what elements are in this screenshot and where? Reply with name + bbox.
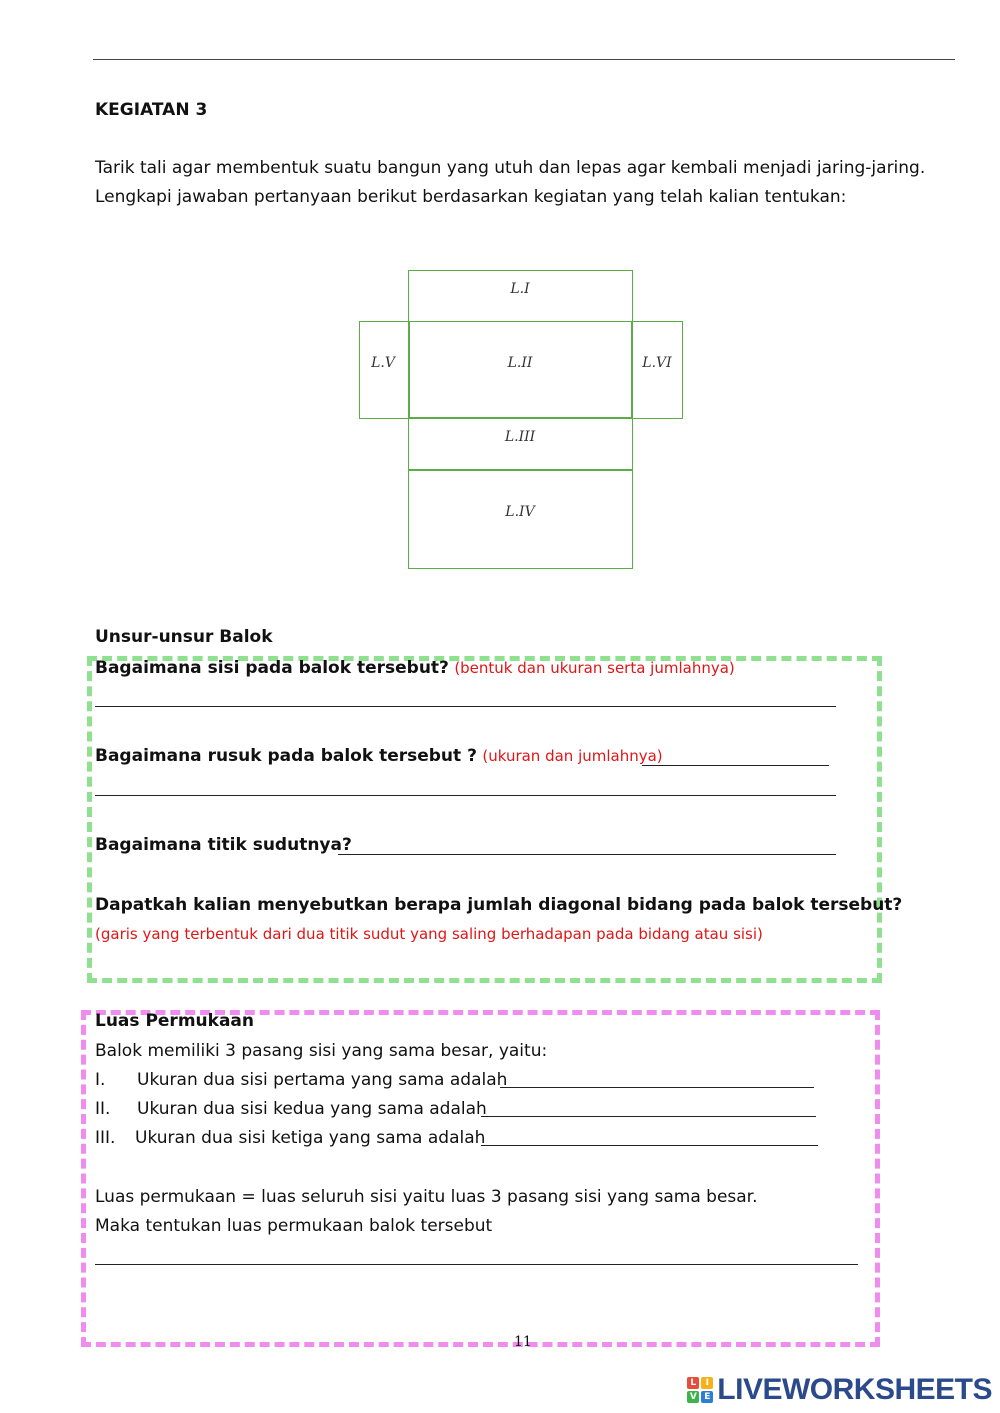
luas-formula: Luas permukaan = luas seluruh sisi yaitu luas 3 pasang sisi yang sama besar. [95,1187,758,1207]
net-label-l3: L.III [504,429,536,445]
net-label-l4: L.IV [505,504,535,520]
question-diagonal-hint: (garis yang terbentuk dari dua titik sudut yang saling berhadapan pada bidang atau sisi) [95,925,763,943]
intro-line-1: Tarik tali agar membentuk suatu bangun yang utuh dan lepas agar kembali menjadi jaring-jaring. [95,158,926,178]
net-label-l2: L.II [507,355,533,371]
answer-line-luas[interactable] [95,1264,858,1265]
luas-intro: Balok memiliki 3 pasang sisi yang sama besar, yaitu: [95,1041,548,1061]
luas-item-2-num: II. [95,1099,111,1119]
luas-item-3-num: III. [95,1128,116,1148]
answer-line-item-3[interactable] [481,1145,818,1146]
logo-icon-letter: I [701,1377,713,1389]
luas-item-3-text: Ukuran dua sisi ketiga yang sama adalah [135,1128,486,1148]
luas-item-1-num: I. [95,1070,106,1090]
top-rule [93,59,955,60]
logo-icon-letter: E [701,1391,713,1403]
logo-icon-letter: V [687,1391,699,1403]
question-titik-sudut: Bagaimana titik sudutnya? [95,835,352,855]
liveworksheets-logo-text: LIVEWORKSHEETS [717,1373,992,1406]
answer-line-sisi[interactable] [95,706,836,707]
answer-line-item-2[interactable] [481,1116,816,1117]
unsur-title: Unsur-unsur Balok [95,627,273,647]
question-rusuk-text: Bagaimana rusuk pada balok tersebut ? [95,746,477,766]
net-label-l1: L.I [510,281,530,297]
question-sisi [95,658,735,678]
net-label-l6: L.VI [642,355,672,371]
luas-task: Maka tentukan luas permukaan balok tersebut [95,1216,493,1236]
answer-line-titik-sudut[interactable] [338,854,836,855]
luas-item-1-text: Ukuran dua sisi pertama yang sama adalah [137,1070,508,1090]
answer-line-rusuk-2[interactable] [95,795,836,796]
activity-heading: KEGIATAN 3 [95,100,208,120]
question-rusuk [95,746,663,766]
liveworksheets-logo [687,1373,992,1407]
luas-title: Luas Permukaan [95,1011,254,1031]
liveworksheets-logo-icon [687,1377,713,1403]
question-rusuk-hint: (ukuran dan jumlahnya) [482,747,663,765]
luas-item-2-text: Ukuran dua sisi kedua yang sama adalah [137,1099,487,1119]
net-label-l5: L.V [371,355,395,371]
question-diagonal: Dapatkah kalian menyebutkan berapa jumlah diagonal bidang pada balok tersebut? [95,895,903,915]
question-sisi-hint: (bentuk dan ukuran serta jumlahnya) [454,659,735,677]
answer-line-rusuk-1[interactable] [642,765,829,766]
question-sisi-text: Bagaimana sisi pada balok tersebut? [95,658,449,678]
answer-line-item-1[interactable] [500,1087,814,1088]
intro-line-2: Lengkapi jawaban pertanyaan berikut berdasarkan kegiatan yang telah kalian tentukan: [95,187,847,207]
logo-icon-letter: L [687,1377,699,1389]
page-number: 11 [514,1334,532,1350]
